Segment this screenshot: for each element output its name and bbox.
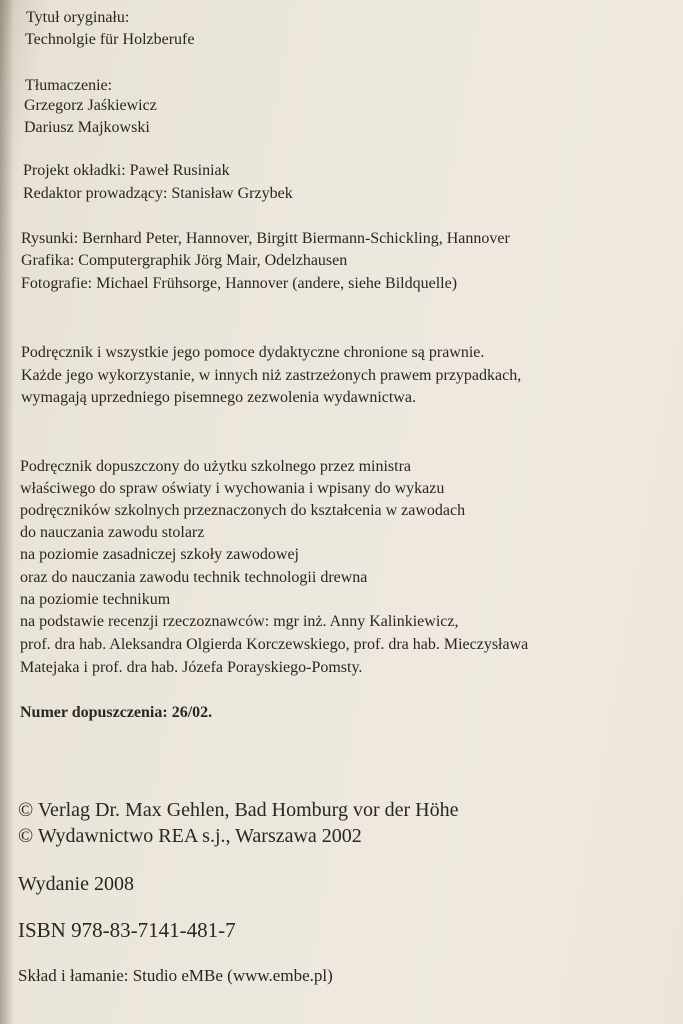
approval-line-7: na poziomie technikum	[20, 591, 171, 608]
approval-line-3: podręczników szkolnych przeznaczonych do kształcenia w zawodach	[20, 502, 466, 519]
managing-editor: Redaktor prowadzący: Stanisław Grzybek	[23, 185, 293, 202]
cover-design: Projekt okładki: Paweł Rusiniak	[23, 162, 230, 179]
translation-label: Tłumaczenie:	[25, 77, 113, 94]
typesetting-credit: Skład i łamanie: Studio eMBe (www.embe.pl)	[18, 966, 333, 985]
isbn: ISBN 978-83-7141-481-7	[18, 918, 236, 942]
rights-notice-line-2: Każde jego wykorzystanie, w innych niż zastrzeżonych prawem przypadkach,	[21, 367, 522, 384]
approval-line-1: Podręcznik dopuszczony do użytku szkolnego przez ministra	[20, 458, 411, 475]
rights-notice-line-1: Podręcznik i wszystkie jego pomoce dydaktyczne chronione są prawnie.	[21, 344, 485, 361]
translator-2: Dariusz Majkowski	[24, 119, 150, 136]
approval-line-9: prof. dra hab. Aleksandra Olgierda Korczewskiego, prof. dra hab. Mieczysława	[20, 636, 529, 653]
approval-line-6: oraz do nauczania zawodu technik technologii drewna	[20, 569, 368, 586]
drawings-credit: Rysunki: Bernhard Peter, Hannover, Birgitt Biermann-Schickling, Hannover	[21, 230, 510, 247]
rights-notice-line-3: wymagają uprzedniego pisemnego zezwolenia wydawnictwa.	[21, 389, 416, 406]
graphics-credit: Grafika: Computergraphik Jörg Mair, Odelzhausen	[21, 252, 348, 269]
approval-line-10: Matejaka i prof. dra hab. Józefa Porayskiego-Pomsty.	[20, 659, 363, 676]
copyright-rea: © Wydawnictwo REA s.j., Warszawa 2002	[18, 825, 362, 847]
copyright-verlag: © Verlag Dr. Max Gehlen, Bad Homburg vor der Höhe	[18, 799, 459, 821]
original-title: Technolgie für Holzberufe	[25, 31, 195, 48]
translator-1: Grzegorz Jaśkiewicz	[24, 97, 157, 114]
approval-line-8: na podstawie recenzji rzeczoznawców: mgr inż. Anny Kalinkiewicz,	[20, 613, 459, 630]
approval-number: Numer dopuszczenia: 26/02.	[20, 704, 213, 721]
approval-line-4: do nauczania zawodu stolarz	[20, 524, 205, 541]
spine-shadow	[0, 0, 14, 1024]
photos-credit: Fotografie: Michael Frühsorge, Hannover (andere, siehe Bildquelle)	[21, 275, 458, 292]
approval-line-2: właściwego do spraw oświaty i wychowania i wpisany do wykazu	[20, 480, 445, 497]
original-title-label: Tytuł oryginału:	[26, 9, 130, 26]
approval-line-5: na poziomie zasadniczej szkoły zawodowej	[20, 546, 299, 563]
edition: Wydanie 2008	[18, 873, 134, 895]
